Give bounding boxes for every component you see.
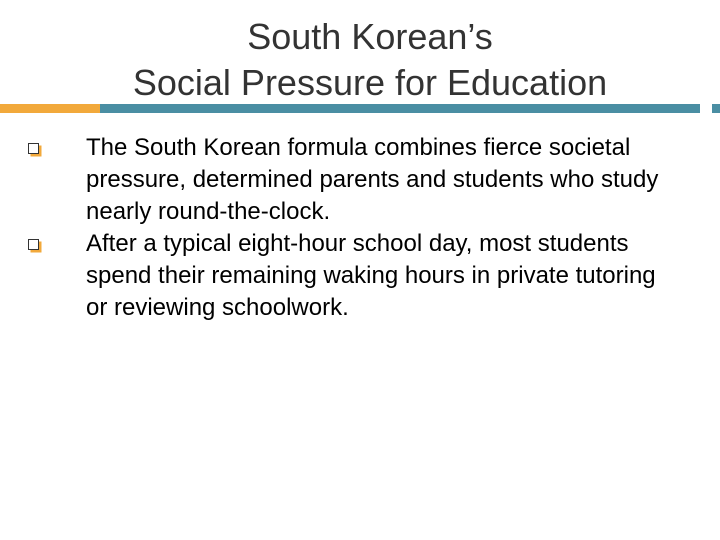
square-bullet-icon — [28, 143, 39, 154]
bullet-item — [0, 132, 720, 228]
title-rule — [100, 104, 700, 113]
bullet-item — [0, 228, 720, 324]
title-line-2: Social Pressure for Education — [132, 62, 608, 103]
bullet-text: The South Korean formula combines fierce societal pressure, determined parents and students who study nearly round-the-clock. — [86, 134, 659, 225]
slide-title — [0, 14, 720, 106]
title-rule-end — [712, 104, 720, 113]
bullet-list — [0, 132, 720, 324]
bullet-text: After a typical eight-hour school day, most students spend their remaining waking hours in private tutoring or reviewing schoolwork. — [86, 230, 656, 321]
title-rule-accent — [0, 104, 100, 113]
square-bullet-icon — [28, 239, 39, 250]
title-line-1: South Korean’s — [247, 16, 493, 57]
